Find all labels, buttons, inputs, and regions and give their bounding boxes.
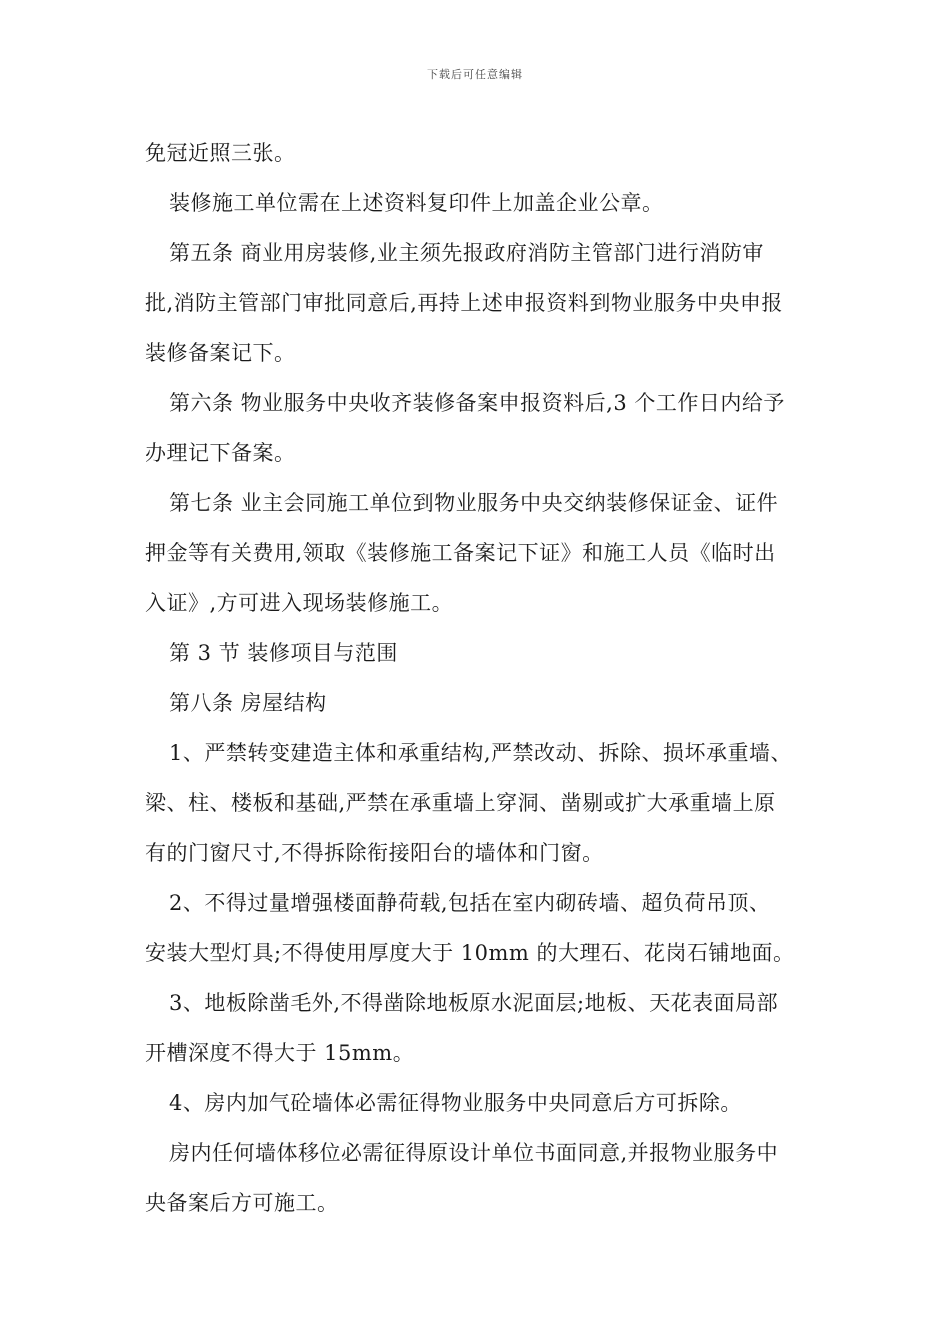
article-8-heading: 第八条 房屋结构 [169,691,327,715]
paragraph-line: 有的门窗尺寸,不得拆除衔接阳台的墙体和门窗。 [145,841,604,865]
document-body [145,128,825,1228]
paragraph-line: 房内任何墙体移位必需征得原设计单位书面同意,并报物业服务中 [169,1141,779,1165]
paragraph-line: 装修备案记下。 [145,341,296,365]
list-item-2-line: 2、不得过量增强楼面静荷载,包括在室内砌砖墙、超负荷吊顶、 [169,891,771,915]
paragraph-line: 安装大型灯具;不得使用厚度大于 10mm 的大理石、花岗石铺地面。 [145,941,795,965]
list-item-1-line: 1、严禁转变建造主体和承重结构,严禁改动、拆除、损坏承重墙、 [169,741,793,765]
paragraph-line: 梁、柱、楼板和基础,严禁在承重墙上穿洞、凿剔或扩大承重墙上原 [145,791,776,815]
paragraph-line: 批,消防主管部门审批同意后,再持上述申报资料到物业服务中央申报 [145,291,783,315]
paragraph-line: 装修施工单位需在上述资料复印件上加盖企业公章。 [169,191,664,215]
paragraph-line: 押金等有关费用,领取《装修施工备案记下证》和施工人员《临时出 [145,541,776,565]
page-header: 下载后可任意编辑 [427,68,523,81]
section-heading: 第 3 节 装修项目与范围 [169,641,398,665]
article-6-line: 第六条 物业服务中央收齐装修备案申报资料后,3 个工作日内给予 [169,391,785,415]
list-item-3-line: 3、地板除凿毛外,不得凿除地板原水泥面层;地板、天花表面局部 [169,991,779,1015]
article-5-line: 第五条 商业用房装修,业主须先报政府消防主管部门进行消防审 [169,241,764,265]
article-7-line: 第七条 业主会同施工单位到物业服务中央交纳装修保证金、证件 [169,491,779,515]
paragraph-line: 免冠近照三张。 [145,141,296,165]
paragraph-line: 入证》,方可进入现场装修施工。 [145,591,454,615]
list-item-4-line: 4、房内加气砼墙体必需征得物业服务中央同意后方可拆除。 [169,1091,742,1115]
paragraph-line: 开槽深度不得大于 15mm。 [145,1041,415,1065]
paragraph-line: 办理记下备案。 [145,441,296,465]
paragraph-line: 央备案后方可施工。 [145,1191,339,1215]
